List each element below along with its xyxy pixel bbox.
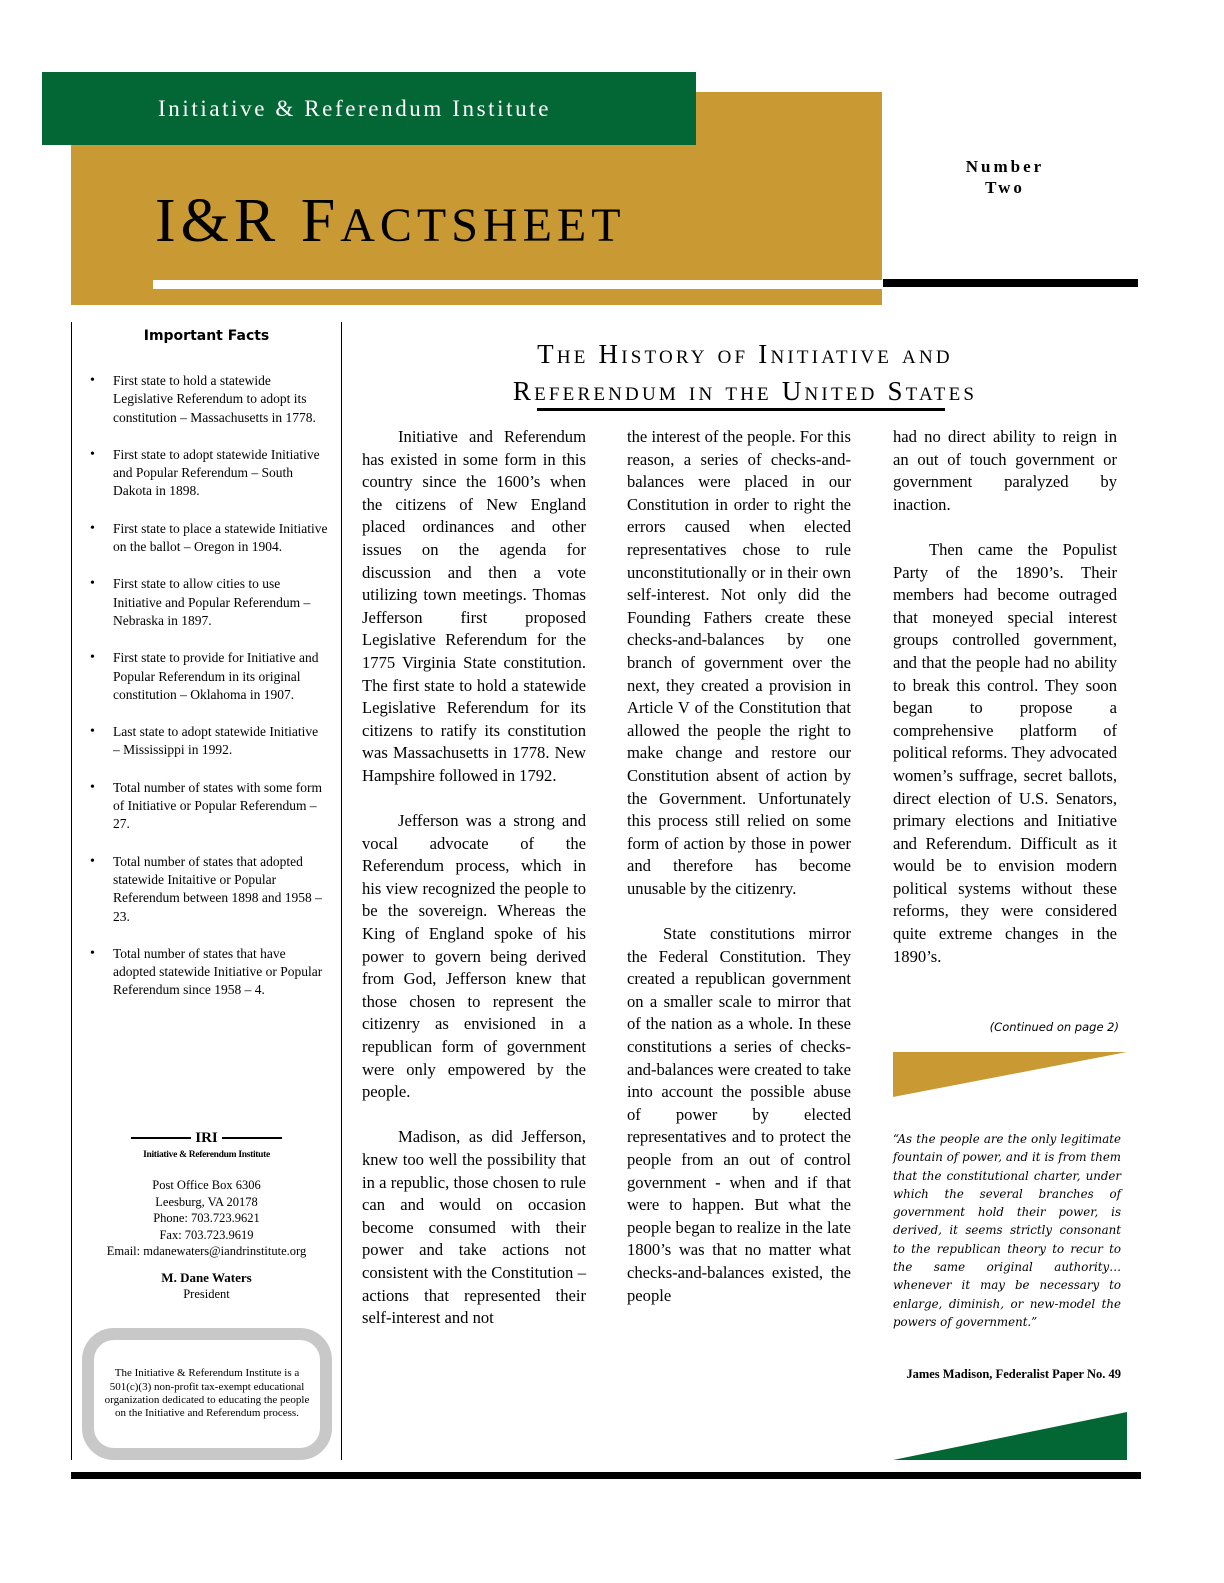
mission-statement: The Initiative & Referendum Institute is a 501(c)(3) non-profit tax-exempt educational organization dedicated to educating the people on the Initiative and Referendum process. bbox=[104, 1367, 310, 1420]
logo-rule-right bbox=[222, 1137, 282, 1139]
article-column-2 bbox=[627, 426, 851, 1330]
fact-item: • First state to hold a statewide Legislative Referendum to adopt its constitution – Massachusetts in 1778. bbox=[88, 372, 328, 427]
important-facts-list bbox=[88, 372, 328, 1019]
fact-item: • First state to adopt statewide Initiative and Popular Referendum – South Dakota in 1898. bbox=[88, 446, 328, 501]
paragraph: Jefferson was a strong and vocal advocate of the Referendum process, which in his view recognized the people to be the sovereign. Whereas the King of England spoke of his power to govern being derived from God, Jefferson knew that those chosen to represent the citizenry as envisioned in a republican form of government were only empowered by the people. bbox=[362, 811, 586, 1102]
issue-number bbox=[940, 156, 1070, 198]
logo-rule-left bbox=[131, 1137, 191, 1139]
fact-item: • Total number of states that have adopted statewide Initiative or Popular Referendum since 1958 – 4. bbox=[88, 945, 328, 1000]
paragraph: Then came the Populist Party of the 1890’s. Their members had become outraged that moneyed special interest groups controlled government, and that the people had no ability to break this control. They soon began to propose a comprehensive platform of political reforms. They advocated women’s suffrage, secret ballots, direct election of U.S. Senators, primary elections and Initiative and Referendum. Difficult as it would be to envision modern political systems without these reforms, they were considered quite extreme changes in the 1890’s. bbox=[893, 539, 1117, 966]
page-title bbox=[155, 187, 626, 255]
title-prefix: I&R bbox=[155, 187, 301, 255]
paragraph: Madison, as did Jefferson, knew too well the possibility that in a republic, those chosen to rule can and would on occasion become consumed with their power and take actions not consistent with the Constitution – actions that represented their self-interest and not bbox=[362, 1127, 586, 1328]
issue-label: Number bbox=[965, 157, 1045, 176]
paragraph: the interest of the people. For this reason, a series of checks-and-balances were placed in our Constitution in order to right the errors caused when elected representatives chose to rule unconstitutionally or in their own self-interest. Not only did the Founding Fathers create these checks-and-balances by one branch of government over the next, they created a provision in Article V of the Constitution that allowed the people the right to make change and restore our Constitution absent of action by the Government. Unfortunately this process still relied on some form of action by those in power and therefore has become unusable by the citizenry. bbox=[627, 427, 851, 898]
fact-item: • First state to provide for Initiative and Popular Referendum in its original constitution – Oklahoma in 1907. bbox=[88, 649, 328, 704]
sidebar-border-right bbox=[341, 322, 342, 1460]
header-divider-bar bbox=[153, 280, 882, 289]
continued-note: (Continued on page 2) bbox=[989, 1020, 1119, 1034]
pull-quote: “As the people are the only legitimate fountain of power, and it is from them that the constitutional charter, under which the several branches of government hold their power, is derived, it seems strictly consonant to the republican theory to recur to the same original authority…whenever it may be necessary to enlarge, diminish, or new-model the powers of government.” bbox=[893, 1132, 1121, 1329]
fact-item: • Total number of states with some form of Initiative or Popular Referendum – 27. bbox=[88, 779, 328, 834]
fact-item: • Last state to adopt statewide Initiative – Mississippi in 1992. bbox=[88, 723, 328, 760]
mission-statement-box bbox=[82, 1328, 332, 1460]
title-rest: ACTSHEET bbox=[340, 199, 626, 252]
article-column-3 bbox=[893, 426, 1117, 991]
phone: Phone: 703.723.9621 bbox=[153, 1211, 260, 1225]
contact-role: President bbox=[183, 1287, 230, 1301]
green-wedge-decoration bbox=[893, 1412, 1127, 1460]
contact-block bbox=[72, 1130, 341, 1303]
gold-wedge-decoration bbox=[893, 1052, 1127, 1097]
footer-rule bbox=[71, 1472, 1141, 1479]
address-line-1: Post Office Box 6306 bbox=[152, 1178, 261, 1192]
logo-subtitle: Initiative & Referendum Institute bbox=[143, 1149, 270, 1160]
paragraph: Initiative and Referendum has existed in some form in this country since the 1600’s when the citizens of New England placed ordinances and other issues on the agenda for discussion and then a vote utilizing town meetings. Thomas Jefferson first proposed Legislative Referendum for the 1775 Virginia State constitution. The first state to hold a statewide Legislative Referendum for its citizens to ratify its constitution was Massachusetts in 1778. New Hampshire followed in 1792. bbox=[362, 427, 586, 785]
article-column-1 bbox=[362, 426, 586, 1352]
title-initial: F bbox=[300, 187, 341, 255]
header-rule bbox=[883, 279, 1138, 287]
important-facts-heading: Important Facts bbox=[143, 328, 270, 344]
article-title bbox=[350, 336, 1140, 410]
organization-name: Initiative & Referendum Institute bbox=[158, 96, 552, 121]
article-title-line-1: The History of Initiative and bbox=[537, 339, 953, 369]
logo-text: IRI bbox=[195, 1130, 218, 1146]
fact-item: • First state to allow cities to use Initiative and Popular Referendum – Nebraska in 1897. bbox=[88, 575, 328, 630]
article-title-line-2: Referendum in the United States bbox=[512, 376, 978, 406]
quote-attribution: James Madison, Federalist Paper No. 49 bbox=[906, 1367, 1121, 1381]
issue-value: Two bbox=[985, 178, 1025, 197]
paragraph: had no direct ability to reign in an out of touch government or government paralyzed by inaction. bbox=[893, 427, 1117, 514]
contact-name: M. Dane Waters bbox=[161, 1269, 252, 1285]
email[interactable]: Email: mdanewaters@iandrinstitute.org bbox=[106, 1244, 307, 1258]
address-line-2: Leesburg, VA 20178 bbox=[155, 1194, 258, 1209]
fact-item: • Total number of states that adopted statewide Initaitive or Popular Referendum between 1898 and 1958 – 23. bbox=[88, 853, 328, 926]
title-underline bbox=[537, 408, 945, 411]
fact-item: • First state to place a statewide Initiative on the ballot – Oregon in 1904. bbox=[88, 520, 328, 557]
fax: Fax: 703.723.9619 bbox=[159, 1227, 254, 1242]
paragraph: State constitutions mirror the Federal Constitution. They created a republican government on a smaller scale to mirror that of the nation as a whole. In these constitutions a series of checks-and-balances were created to take into account the possible abuse of power by elected representatives and to protect the people from an out of control government - when and if that were to happen. But what the people began to realize in the late 1800’s was that no matter what checks-and-balances existed, the people bbox=[627, 924, 851, 1305]
iri-logo bbox=[72, 1130, 341, 1147]
